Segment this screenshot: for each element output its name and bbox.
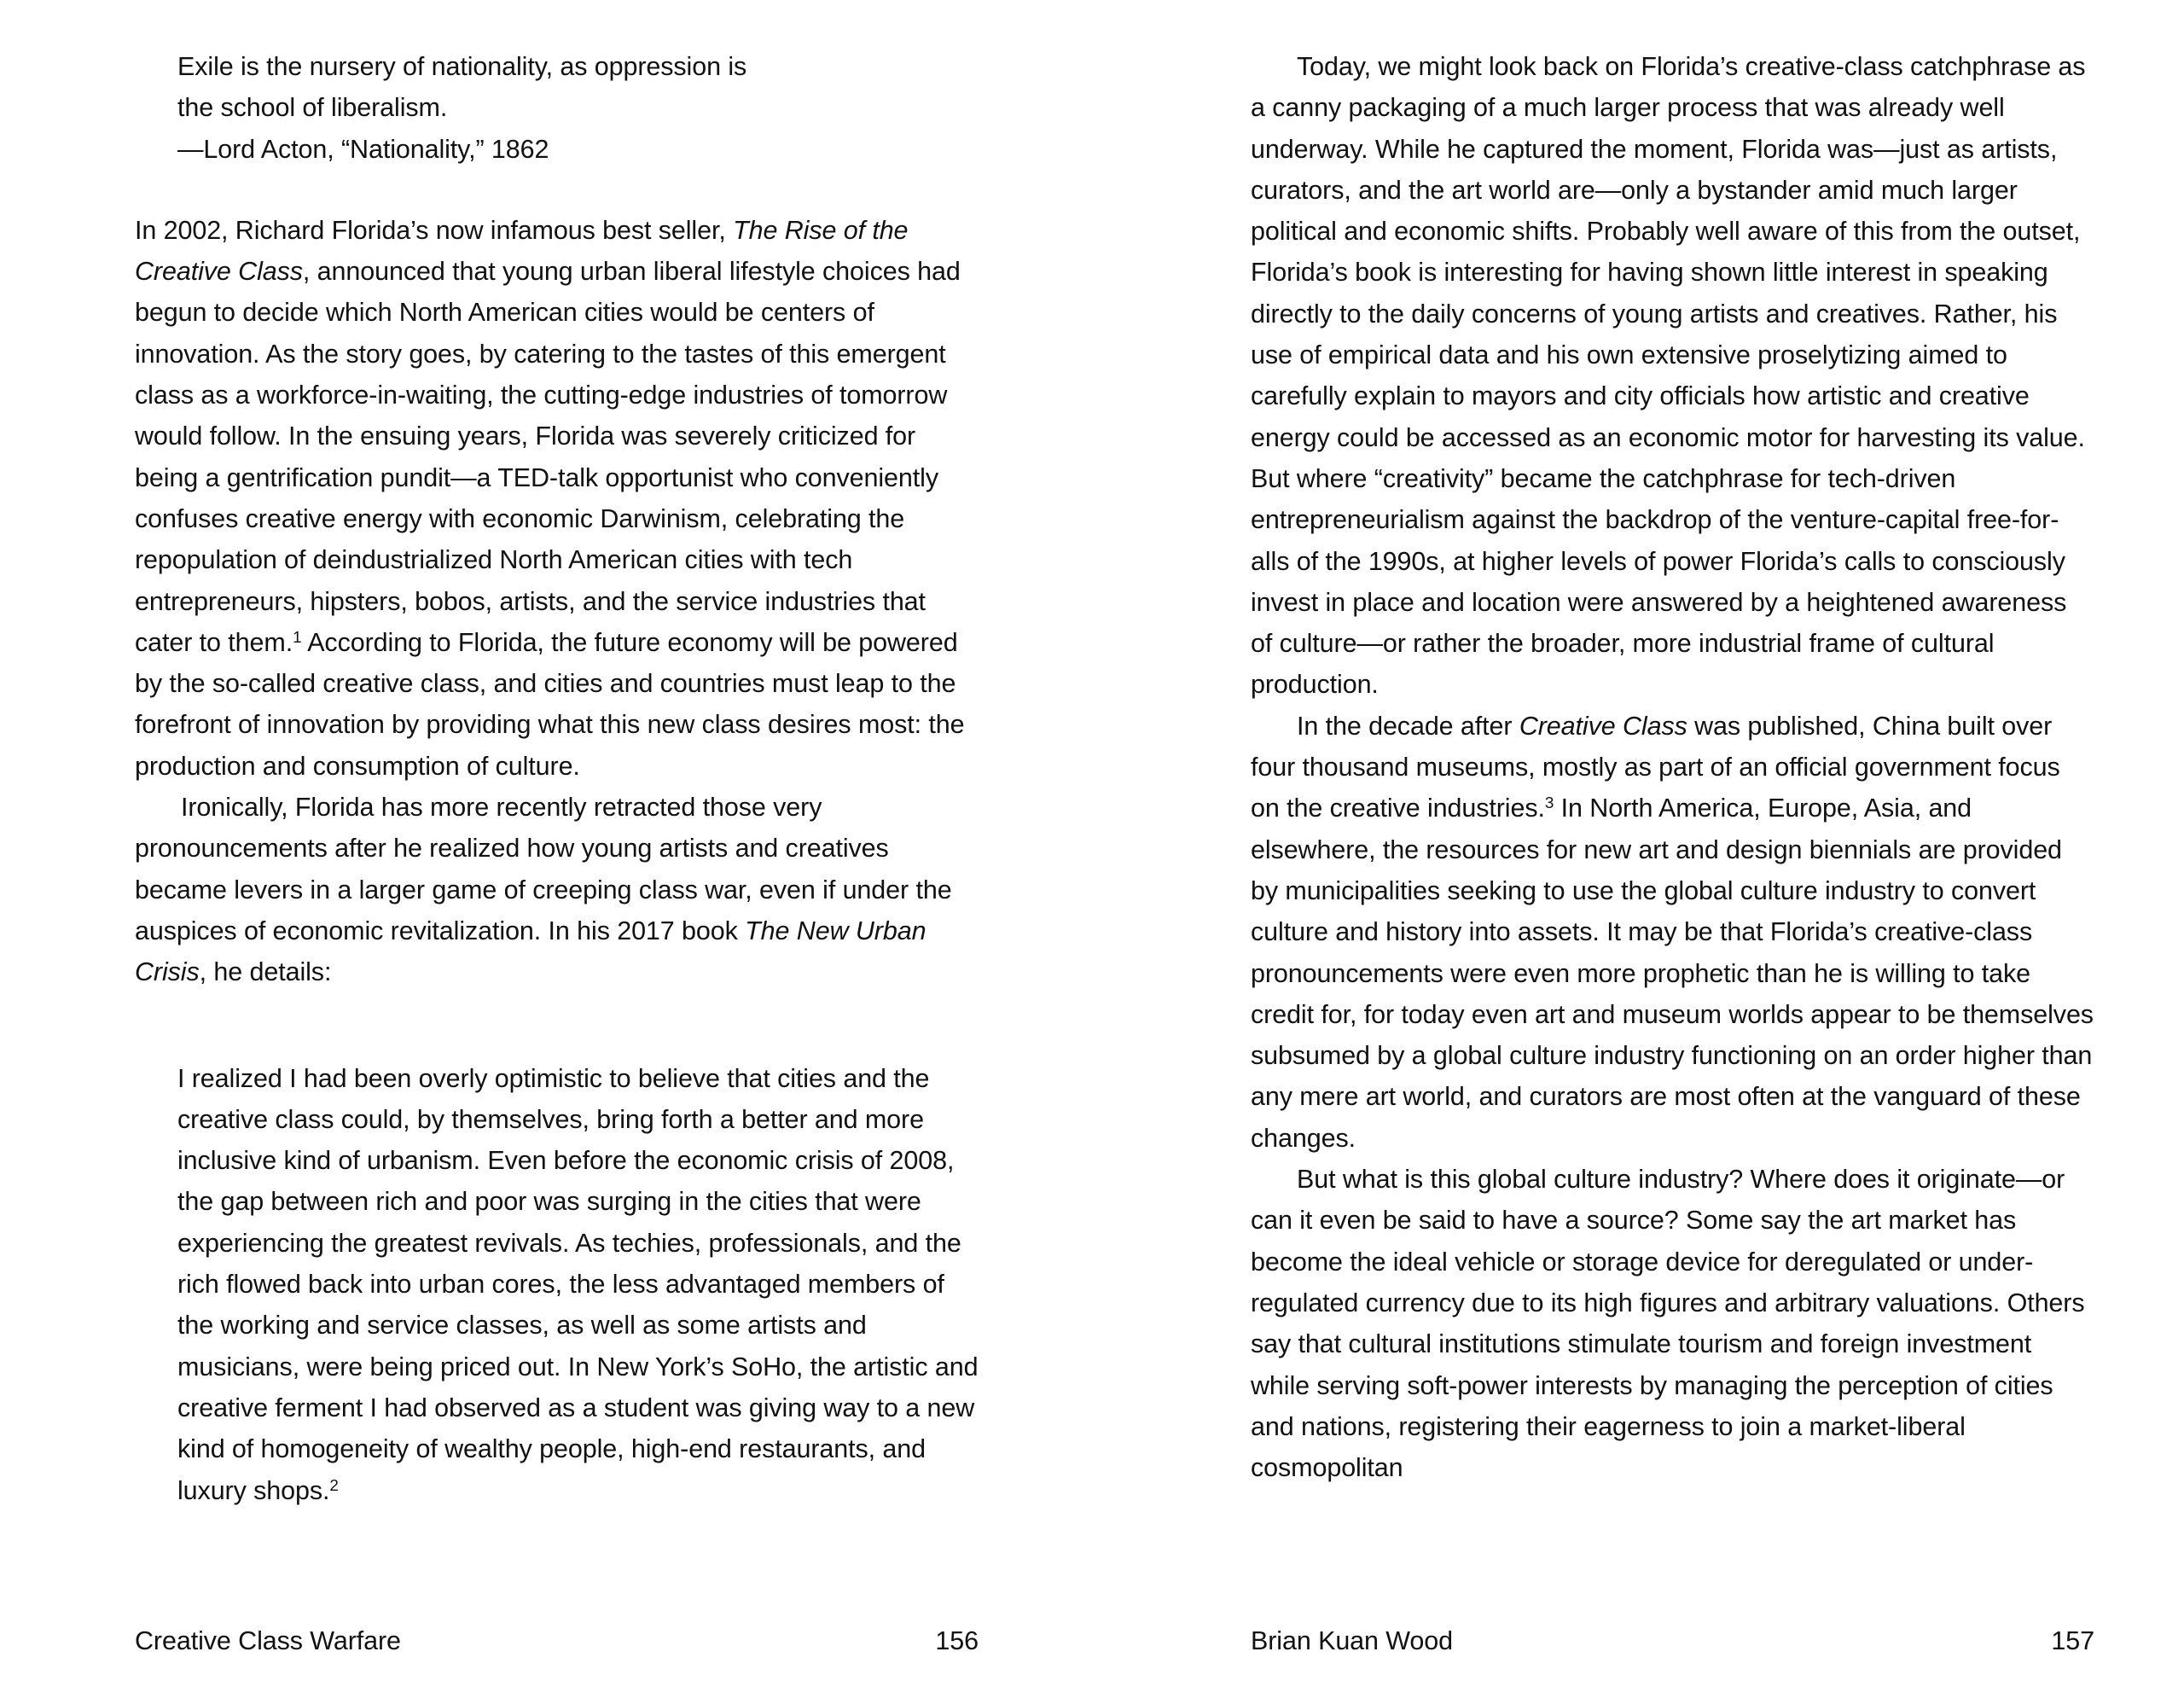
footer-right (1092, 1624, 2184, 1658)
page-right (1092, 0, 2184, 1704)
page-number-left: 156 (935, 1626, 979, 1655)
page-number-right: 157 (2051, 1626, 2094, 1655)
paragraph-right-3: But what is this global culture industry? Where does it originate—or can it even be said to have a source? Some say the art market has become the ideal vehicle or storage device for deregulated or under-regulated currency due to its high figures and arbitrary valuations. Others say that cultural institutions stimulate tourism and foreign investment while serving soft-power interests by managing the perception of cities and nations, registering their eagerness to join a market-liberal cosmopolitan (1251, 1165, 2085, 1483)
paragraph-right-2: In the decade after Creative Class was published, China built over four thousand museums, mostly as part of an official government focus on the creative industries.$^3$ In North America, Europe, Asia, and elsewhere, the resources for new art and design biennials are provided by municipalities seeking to use the global culture industry to convert culture and history into assets. It may be that Florida’s creative-class pronouncements were even more prophetic than he is willing to take credit for, for today even art and museum worlds appear to be themselves subsumed by a global culture industry functioning on an order higher than any mere art world, and curators are most often at the vanguard of these changes. (1251, 711, 2094, 1153)
epigraph-line-1: Exile is the nursery of nationality, as oppression is (177, 52, 747, 81)
footnote-marker: 1 (293, 629, 302, 648)
italic-title: The New Urban Crisis (135, 916, 926, 987)
footnote-marker: 3 (1544, 794, 1554, 813)
running-title-right: Brian Kuan Wood (1251, 1626, 1454, 1655)
italic-title: Creative Class (1519, 711, 1687, 741)
epigraph-attribution: —Lord Acton, “Nationality,” 1862 (177, 134, 549, 164)
paragraph-left-1: In 2002, Richard Florida’s now infamous best seller, The Rise of the Creative Class, announced that young urban liberal lifestyle choices had begun to decide which North American cities would be centers of innovation. As the story goes, by catering to the tastes of this emergent class as a workforce-in-waiting, the cutting-edge industries of tomorrow would follow. In the ensuing years, Florida was severely criticized for being a gentrification pundit—a TED-talk opportunist who conveniently confuses creative energy with economic Darwinism, celebrating the repopulation of deindustrialized North American cities with tech entrepreneurs, hipsters, bobos, artists, and the service industries that cater to them.$^1$ According to Florida, the future economy will be powered by the so-called creative class, and cities and countries must leap to the forefront of innovation by providing what this new class desires most: the production and consumption of culture. (135, 215, 965, 781)
blockquote-wrapper (135, 1058, 979, 1511)
running-title-left: Creative Class Warfare (135, 1626, 401, 1655)
paragraph-right-1: Today, we might look back on Florida’s creative-class catchphrase as a canny packaging of a much larger process that was already well underway. While he captured the moment, Florida was—just as artists, curators, and the art world are—only a bystander amid much larger political and economic shifts. Probably well aware of this from the outset, Florida’s book is interesting for having shown little interest in speaking directly to the daily concerns of young artists and creatives. Rather, his use of empirical data and his own extensive proselytizing aimed to carefully explain to mayors and city officials how artistic and creative energy could be accessed as an economic motor for harvesting its value. But where “creativity” became the catchphrase for tech-driven entrepreneurialism against the backdrop of the venture-capital free-for-alls of the 1990s, at higher levels of power Florida’s calls to consciously invest in place and location were answered by a heightened awareness of culture—or rather the broader, more industrial frame of cultural production. (1251, 52, 2086, 700)
text-column-right (1251, 46, 2094, 1488)
text-column-left (135, 46, 979, 1511)
paragraph-left-2: Ironically, Florida has more recently retracted those very pronouncements after he realized how young artists and creatives became levers in a larger game of creeping class war, even if under the auspices of economic revitalization. In his 2017 book The New Urban Crisis, he details: (135, 793, 952, 987)
blockquote-left: I realized I had been overly optimistic to believe that cities and the creative class could, by themselves, bring forth a better and more inclusive kind of urbanism. Even before the economic crisis of 2008, the gap between rich and poor was surging in the cities that were experiencing the greatest revivals. As techies, professionals, and the rich flowed back into urban cores, the less advantaged members of the working and service classes, as well as some artists and musicians, were being priced out. In New York’s SoHo, the artistic and creative ferment I had observed as a student was giving way to a new kind of homogeneity of wealthy people, high-end restaurants, and luxury shops.$^2$ (177, 1063, 979, 1505)
italic-title: The Rise of the Creative Class (135, 215, 909, 287)
epigraph (135, 46, 979, 170)
epigraph-line-2: the school of liberalism. (177, 93, 448, 123)
footnote-marker: 2 (329, 1476, 339, 1495)
footer-left (0, 1624, 1092, 1658)
